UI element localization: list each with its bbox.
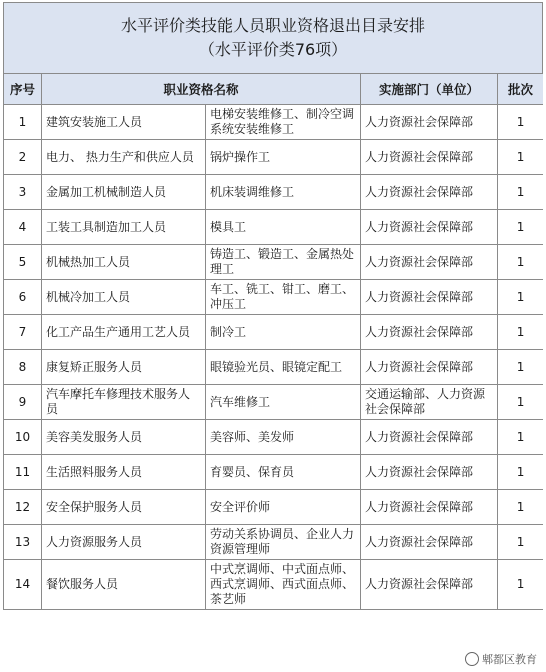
row-batch: 1: [498, 525, 543, 560]
row-batch: 1: [498, 420, 543, 455]
row-batch: 1: [498, 175, 543, 210]
title-line-2: （水平评价类76项）: [198, 40, 348, 59]
row-dept: 交通运输部、人力资源社会保障部: [361, 385, 498, 420]
table-title: [3, 2, 543, 73]
qualification-table: [3, 73, 543, 610]
watermark-text: 郫都区教育: [482, 653, 537, 666]
row-dept: 人力资源社会保障部: [361, 105, 498, 140]
row-no: 7: [4, 315, 42, 350]
row-batch: 1: [498, 245, 543, 280]
row-dept: 人力资源社会保障部: [361, 210, 498, 245]
row-qualification: 安全评价师: [206, 490, 361, 525]
wechat-icon: [465, 652, 479, 666]
table-row: [4, 385, 544, 420]
row-batch: 1: [498, 385, 543, 420]
row-batch: 1: [498, 210, 543, 245]
row-category: 汽车摩托车修理技术服务人员: [42, 385, 206, 420]
row-dept: 人力资源社会保障部: [361, 420, 498, 455]
row-batch: 1: [498, 560, 543, 610]
row-dept: 人力资源社会保障部: [361, 315, 498, 350]
table-row: [4, 525, 544, 560]
row-qualification: 铸造工、锻造工、金属热处理工: [206, 245, 361, 280]
row-batch: 1: [498, 280, 543, 315]
row-qualification: 车工、铣工、钳工、磨工、冲压工: [206, 280, 361, 315]
table-row: [4, 210, 544, 245]
row-dept: 人力资源社会保障部: [361, 525, 498, 560]
row-qualification: 眼镜验光员、眼镜定配工: [206, 350, 361, 385]
document-page: [3, 2, 543, 672]
row-category: 机械热加工人员: [42, 245, 206, 280]
row-qualification: 制冷工: [206, 315, 361, 350]
header-no: 序号: [4, 74, 42, 105]
row-no: 4: [4, 210, 42, 245]
row-batch: 1: [498, 140, 543, 175]
row-qualification: 劳动关系协调员、企业人力资源管理师: [206, 525, 361, 560]
row-dept: 人力资源社会保障部: [361, 490, 498, 525]
row-dept: 人力资源社会保障部: [361, 245, 498, 280]
row-category: 餐饮服务人员: [42, 560, 206, 610]
row-qualification: 机床装调维修工: [206, 175, 361, 210]
row-qualification: 育婴员、保育员: [206, 455, 361, 490]
table-row: [4, 280, 544, 315]
row-category: 机械冷加工人员: [42, 280, 206, 315]
row-no: 8: [4, 350, 42, 385]
table-row: [4, 315, 544, 350]
row-category: 金属加工机械制造人员: [42, 175, 206, 210]
row-category: 建筑安装施工人员: [42, 105, 206, 140]
row-category: 安全保护服务人员: [42, 490, 206, 525]
table-row: [4, 490, 544, 525]
row-qualification: 中式烹调师、中式面点师、西式烹调师、西式面点师、茶艺师: [206, 560, 361, 610]
header-dept: 实施部门（单位）: [361, 74, 498, 105]
row-no: 14: [4, 560, 42, 610]
row-category: 康复矫正服务人员: [42, 350, 206, 385]
row-batch: 1: [498, 105, 543, 140]
title-line-1: 水平评价类技能人员职业资格退出目录安排: [120, 16, 425, 35]
row-batch: 1: [498, 350, 543, 385]
table-row: [4, 175, 544, 210]
row-no: 9: [4, 385, 42, 420]
row-no: 13: [4, 525, 42, 560]
row-no: 6: [4, 280, 42, 315]
row-dept: 人力资源社会保障部: [361, 350, 498, 385]
row-batch: 1: [498, 455, 543, 490]
row-qualification: 模具工: [206, 210, 361, 245]
row-qualification: 美容师、美发师: [206, 420, 361, 455]
header-name: 职业资格名称: [42, 74, 361, 105]
header-batch: 批次: [498, 74, 543, 105]
row-qualification: 电梯安装维修工、制冷空调系统安装维修工: [206, 105, 361, 140]
table-row: [4, 455, 544, 490]
row-no: 2: [4, 140, 42, 175]
row-batch: 1: [498, 315, 543, 350]
table-row: [4, 105, 544, 140]
row-dept: 人力资源社会保障部: [361, 280, 498, 315]
row-qualification: 锅炉操作工: [206, 140, 361, 175]
row-category: 美容美发服务人员: [42, 420, 206, 455]
row-no: 11: [4, 455, 42, 490]
row-category: 工装工具制造加工人员: [42, 210, 206, 245]
row-no: 10: [4, 420, 42, 455]
row-category: 生活照料服务人员: [42, 455, 206, 490]
header-row: [4, 74, 544, 105]
row-no: 5: [4, 245, 42, 280]
row-no: 12: [4, 490, 42, 525]
table-row: [4, 245, 544, 280]
row-category: 电力、 热力生产和供应人员: [42, 140, 206, 175]
table-row: [4, 560, 544, 610]
table-row: [4, 350, 544, 385]
row-qualification: 汽车维修工: [206, 385, 361, 420]
table-row: [4, 140, 544, 175]
row-batch: 1: [498, 490, 543, 525]
row-category: 人力资源服务人员: [42, 525, 206, 560]
watermark: [462, 650, 540, 668]
row-dept: 人力资源社会保障部: [361, 560, 498, 610]
row-category: 化工产品生产通用工艺人员: [42, 315, 206, 350]
row-dept: 人力资源社会保障部: [361, 455, 498, 490]
row-no: 3: [4, 175, 42, 210]
row-no: 1: [4, 105, 42, 140]
row-dept: 人力资源社会保障部: [361, 175, 498, 210]
table-row: [4, 420, 544, 455]
row-dept: 人力资源社会保障部: [361, 140, 498, 175]
